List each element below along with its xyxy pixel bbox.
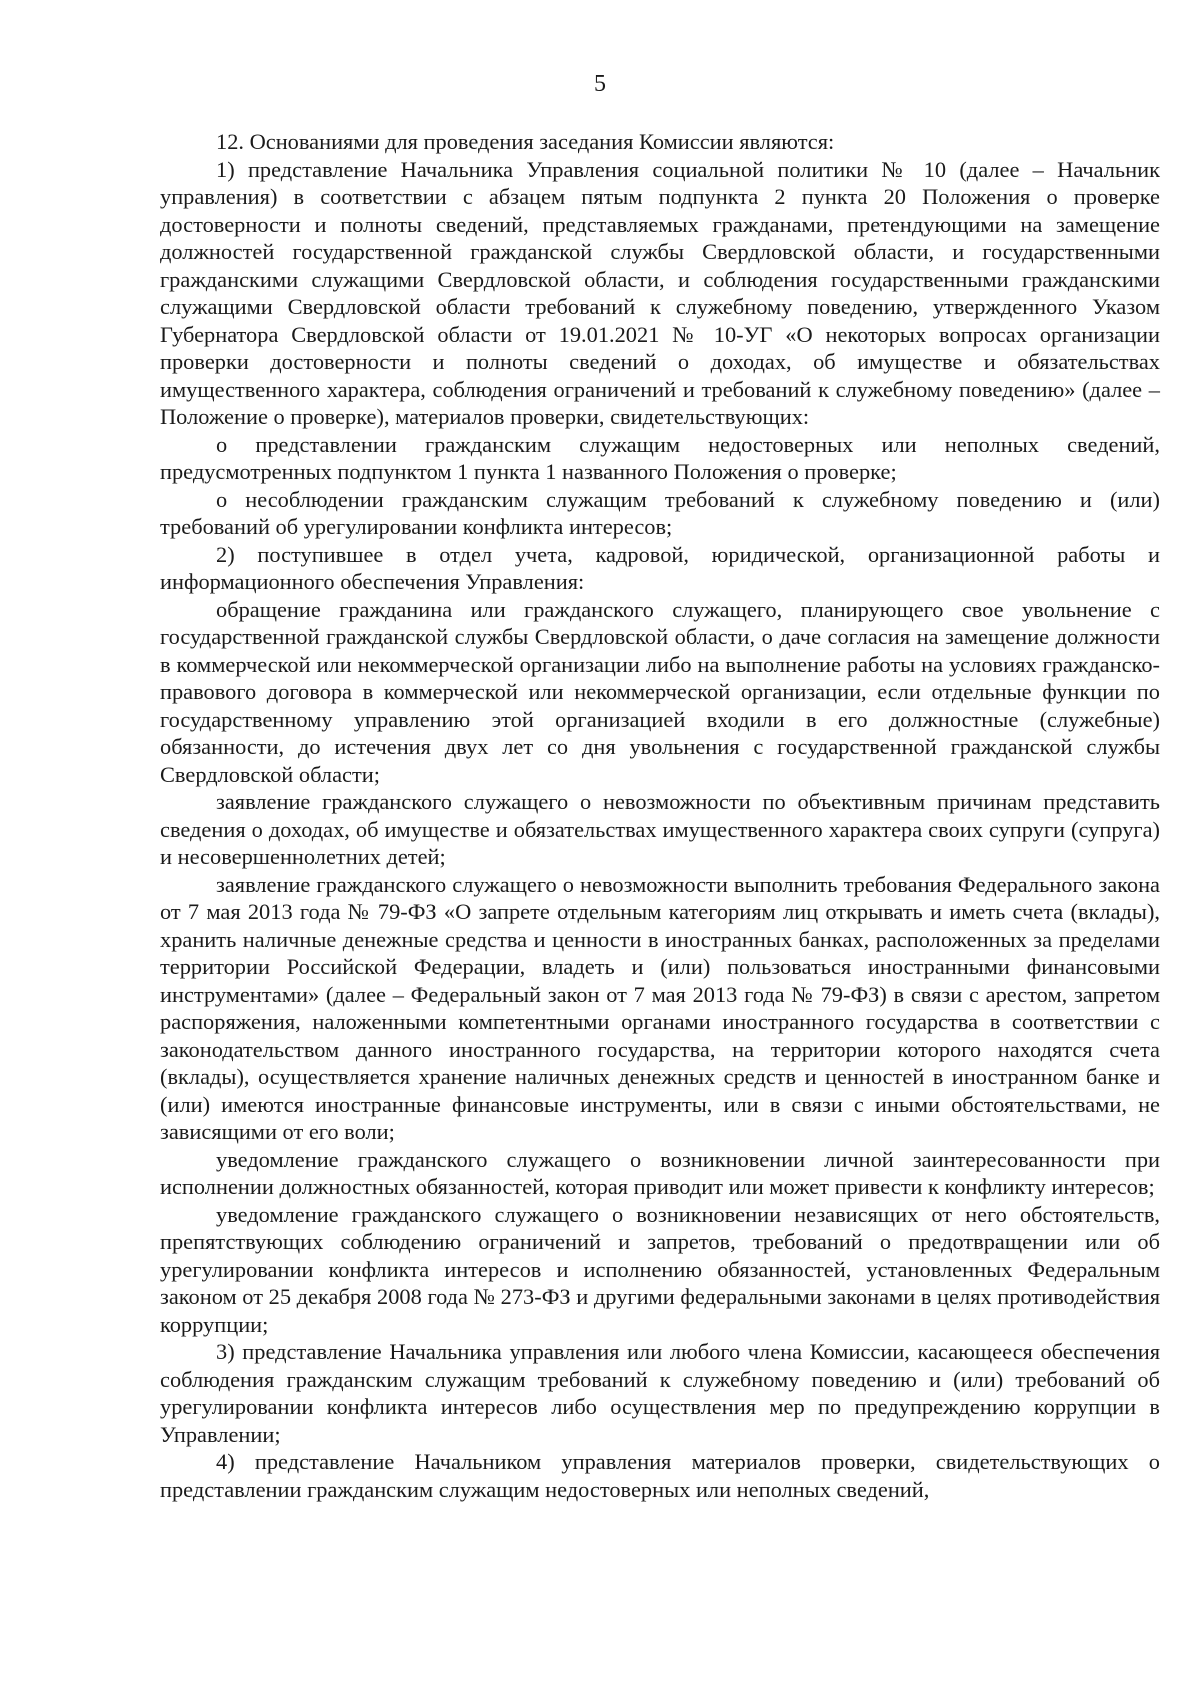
paragraph-item-2: 2) поступившее в отдел учета, кадровой, юридической, организационной работы и информационного обеспечения Управления: [160, 541, 1160, 594]
document-body [160, 128, 1160, 1503]
paragraph-item-1: 1) представление Начальника Управления социальной политики № 10 (далее – Начальник управления) в соответствии с абзацем пятым подпункта 2 пункта 20 Положения о проверке достоверности и полноты сведений, представляемых гражданами, претендующими на замещение должностей государственной гражданской службы Свердловской области, и государственными гражданскими служащими Свердловской области, и соблюдения государственными гражданскими служащими Свердловской области требований к служебному поведению, утвержденного Указом Губернатора Свердловской области от 19.01.2021 № 10-УГ «О некоторых вопросах организации проверки достоверности и полноты сведений о доходах, об имуществе и обязательствах имущественного характера, соблюдения ограничений и требований к служебному поведению» (далее – Положение о проверке), материалов проверки, свидетельствующих: [160, 156, 1160, 429]
paragraph-subitem: уведомление гражданского служащего о возникновении личной заинтересованности при исполнении должностных обязанностей, которая приводит или может привести к конфликту интересов; [160, 1146, 1160, 1199]
paragraph-subitem: заявление гражданского служащего о невозможности выполнить требования Федерального закона от 7 мая 2013 года № 79-ФЗ «О запрете отдельным категориям лиц открывать и иметь счета (вклады), хранить наличные денежные средства и ценности в иностранных банках, расположенных за пределами территории Российской Федерации, владеть и (или) пользоваться иностранными финансовыми инструментами» (далее – Федеральный закон от 7 мая 2013 года № 79-ФЗ) в связи с арестом, запретом распоряжения, наложенными компетентными органами иностранного государства в соответствии с законодательством данного иностранного государства, на территории которого находятся счета (вклады), осуществляется хранение наличных денежных средств и ценностей в иностранном банке и (или) имеются иностранные финансовые инструменты, или в связи с иными обстоятельствами, не зависящими от его воли; [160, 871, 1160, 1144]
paragraph-subitem: обращение гражданина или гражданского служащего, планирующего свое увольнение с государственной гражданской службы Свердловской области, о даче согласия на замещение должности в коммерческой или некоммерческой организации либо на выполнение работы на условиях гражданско-правового договора в коммерческой или некоммерческой организации, если отдельные функции по государственному управлению этой организацией входили в его должностные (служебные) обязанности, до истечения двух лет со дня увольнения с государственной гражданской службы Свердловской области; [160, 596, 1160, 787]
paragraph-item-3: 3) представление Начальника управления или любого члена Комиссии, касающееся обеспечения соблюдения гражданским служащим требований к служебному поведению и (или) требований об урегулировании конфликта интересов либо осуществления мер по предупреждению коррупции в Управлении; [160, 1339, 1160, 1447]
paragraph-item-4: 4) представление Начальником управления материалов проверки, свидетельствующих о представлении гражданским служащим недостоверных или неполных сведений, [160, 1449, 1160, 1502]
paragraph-12-header: 12. Основаниями для проведения заседания Комиссии являются: [216, 129, 835, 154]
paragraph-subitem: уведомление гражданского служащего о возникновении независящих от него обстоятельств, препятствующих соблюдению ограничений и запретов, требований о предотвращении или об урегулировании конфликта интересов и исполнению обязанностей, установленных Федеральным законом от 25 декабря 2008 года № 273-ФЗ и другими федеральными законами в целях противодействия коррупции; [160, 1201, 1160, 1337]
paragraph-subitem: заявление гражданского служащего о невозможности по объективным причинам представить сведения о доходах, об имуществе и обязательствах имущественного характера своих супруги (супруга) и несовершеннолетних детей; [160, 789, 1160, 869]
paragraph-subitem: о несоблюдении гражданским служащим требований к служебному поведению и (или) требований об урегулировании конфликта интересов; [160, 486, 1160, 539]
page-number: 5 [594, 71, 606, 97]
paragraph-subitem: о представлении гражданским служащим недостоверных или неполных сведений, предусмотренных подпунктом 1 пункта 1 названного Положения о проверке; [160, 431, 1160, 484]
